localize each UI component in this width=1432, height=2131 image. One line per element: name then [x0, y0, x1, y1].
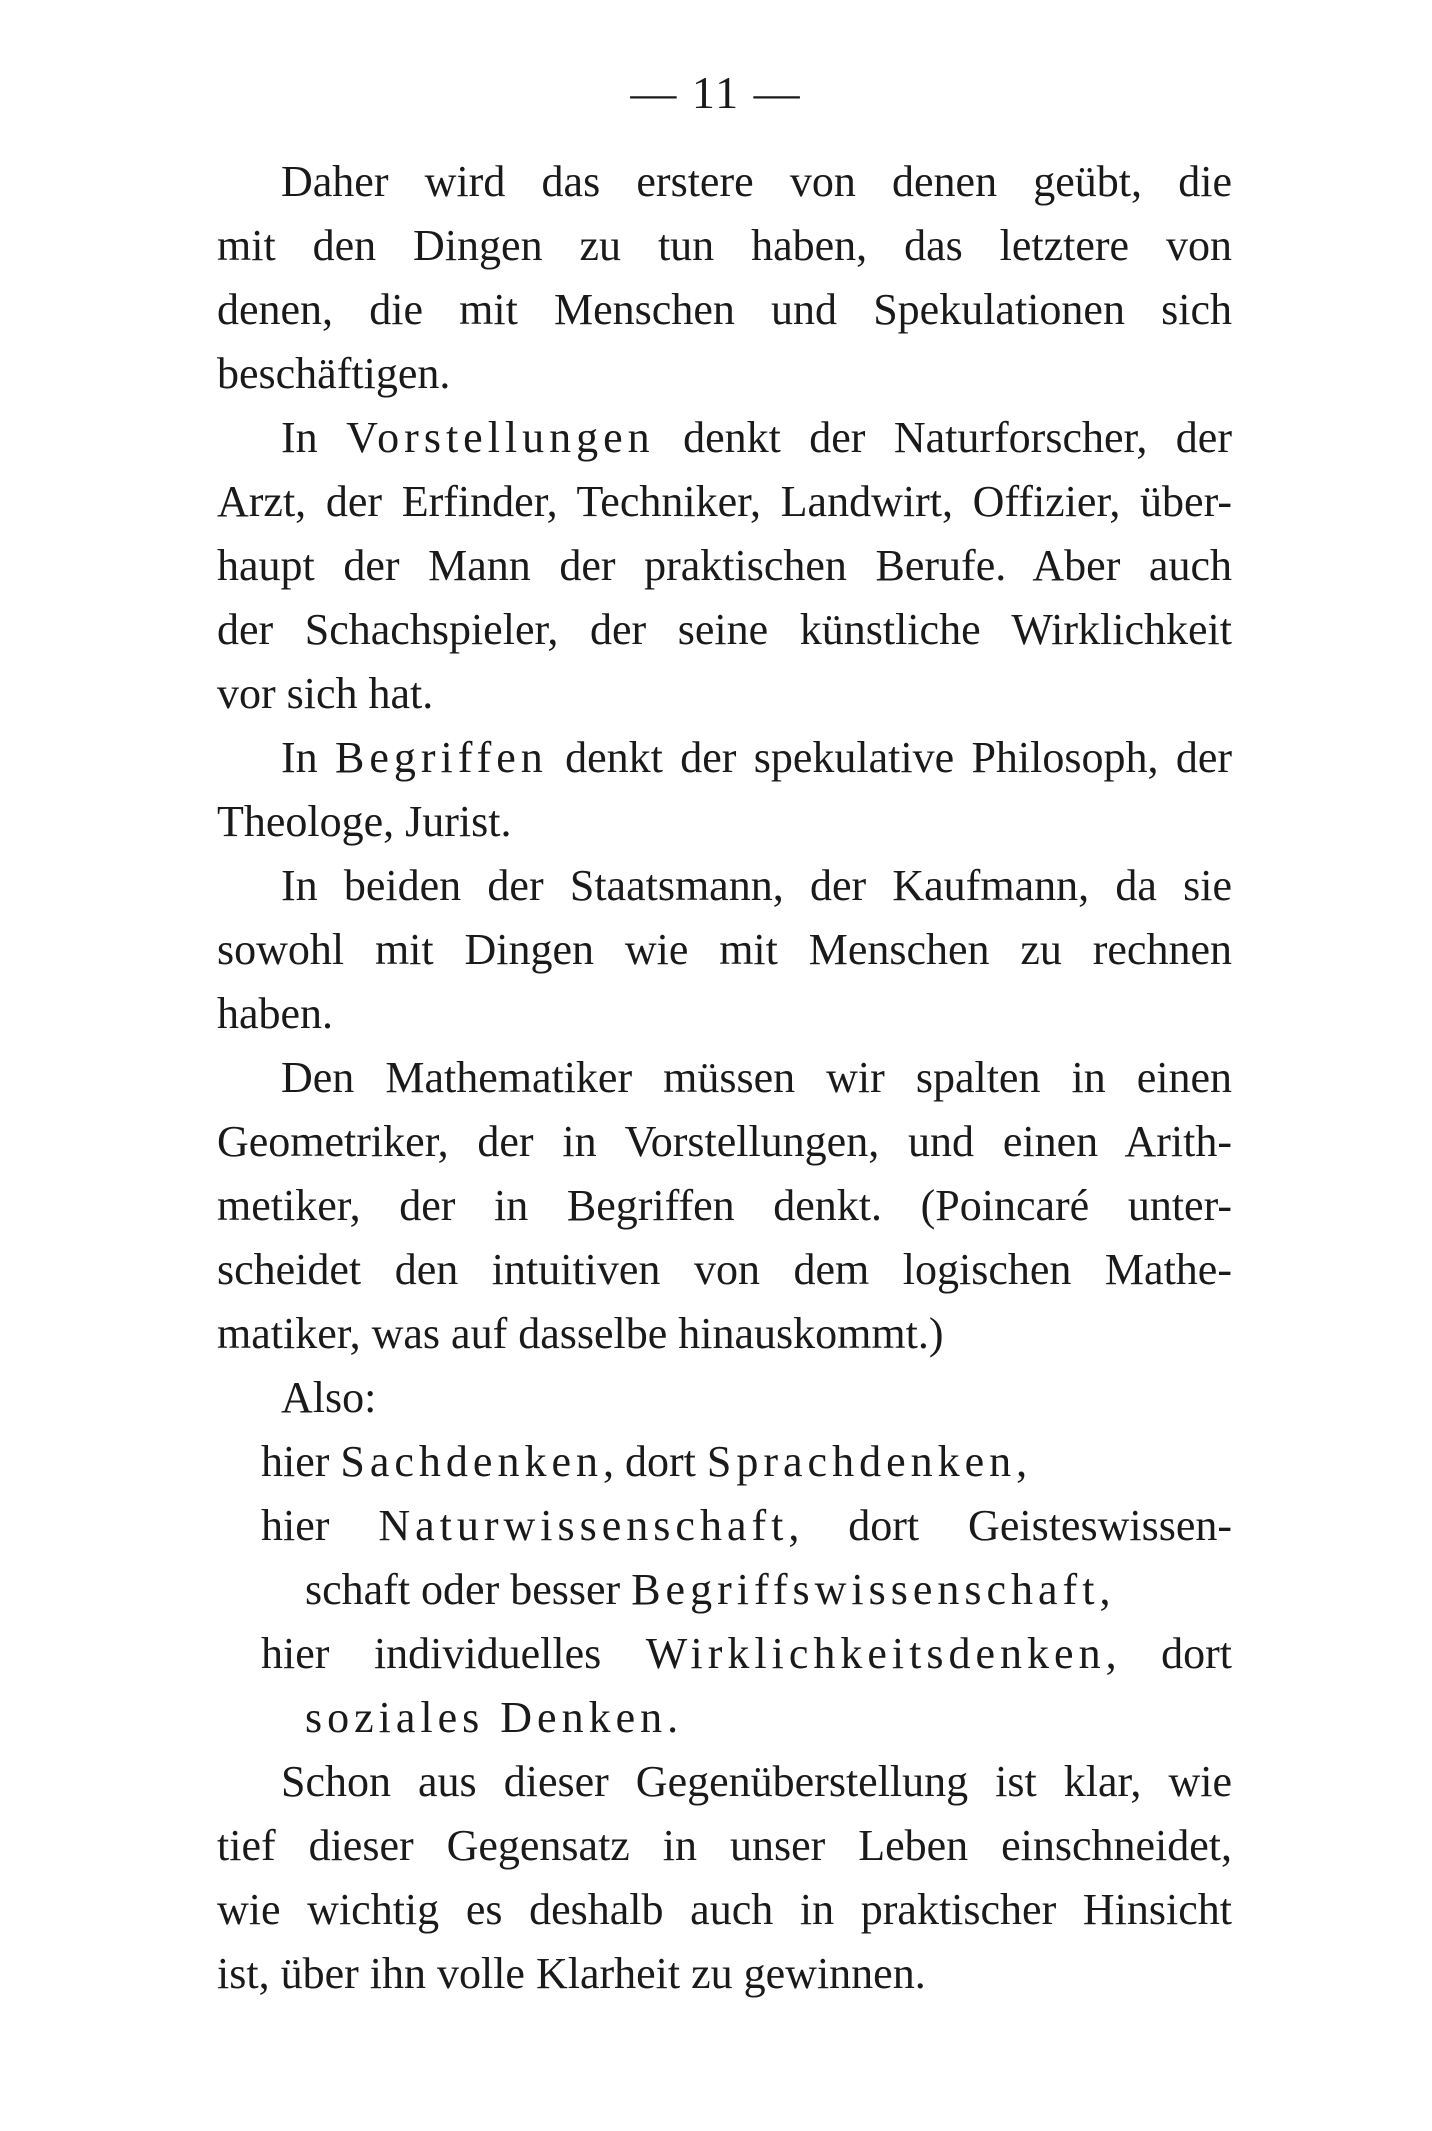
- list-item: [217, 1494, 1232, 1622]
- text-line: denen, die mit Menschen und Spekulationen sich: [217, 285, 1232, 334]
- text-span: schaft oder besser: [305, 1565, 632, 1614]
- text-line: haupt der Mann der praktischen Berufe. Aber auch: [217, 541, 1232, 590]
- text-line: tief dieser Gegensatz in unser Leben einschneidet,: [217, 1821, 1232, 1870]
- text-line: Geometriker, der in Vorstellungen, und einen Arith-: [217, 1117, 1232, 1166]
- list-item-continuation: soziales Denken.: [305, 1693, 684, 1742]
- text-span: ,: [1099, 1565, 1111, 1614]
- spaced-emphasis: Wirklichkeitsdenken: [645, 1629, 1106, 1678]
- paragraph-2: [217, 406, 1232, 726]
- paragraph-1: [217, 150, 1232, 406]
- text-line: Schon aus dieser Gegenüberstellung ist klar, wie: [281, 1757, 1232, 1806]
- text-line: [217, 726, 1232, 790]
- text-line: sowohl mit Dingen wie mit Menschen zu rechnen: [217, 925, 1232, 974]
- text-line: matiker, was auf dasselbe hinauskommt.): [217, 1309, 944, 1358]
- text-span: , dort: [603, 1437, 707, 1486]
- text-span: In: [281, 733, 335, 782]
- page-number: — 11 —: [630, 67, 802, 118]
- text-line: haben.: [217, 989, 334, 1038]
- text-line: [261, 1622, 1232, 1686]
- text-line: vor sich hat.: [217, 669, 434, 718]
- text-line: scheidet den intuitiven von dem logischen Mathe-: [217, 1245, 1232, 1294]
- spaced-emphasis: Begriffen: [335, 733, 548, 782]
- spaced-emphasis: Sprachdenken: [706, 1437, 1017, 1486]
- list-item-continuation: [261, 1558, 1232, 1622]
- text-line: In beiden der Staatsmann, der Kaufmann, da sie: [281, 861, 1232, 910]
- paragraph-4: [217, 854, 1232, 1046]
- text-line: wie wichtig es deshalb auch in praktischer Hinsicht: [217, 1885, 1232, 1934]
- spaced-emphasis: Begriffswissenschaft: [631, 1565, 1100, 1614]
- text-line: metiker, der in Begriffen denkt. (Poincaré unter-: [217, 1181, 1232, 1230]
- spaced-emphasis: Naturwissenschaft: [378, 1501, 789, 1550]
- text-line: Den Mathematiker müssen wir spalten in einen: [281, 1053, 1232, 1102]
- text-span: hier: [261, 1437, 341, 1486]
- text-span: denkt der spekulative Philosoph, der: [547, 733, 1233, 782]
- text-span: hier individuelles: [261, 1629, 646, 1678]
- text-span: denkt der Naturforscher, der: [654, 413, 1232, 462]
- text-span: ,: [1016, 1437, 1028, 1486]
- also-heading: Also:: [281, 1373, 377, 1422]
- contrast-list: [217, 1430, 1232, 1750]
- text-span: , dort Geisteswissen-: [788, 1501, 1233, 1550]
- list-item: [217, 1622, 1232, 1750]
- paragraph-3: [217, 726, 1232, 854]
- spaced-emphasis: Vorstellungen: [346, 413, 655, 462]
- spaced-emphasis: Sachdenken: [340, 1437, 603, 1486]
- text-span: In: [281, 413, 347, 462]
- paragraph-5: [217, 1046, 1232, 1366]
- text-line: der Schachspieler, der seine künstliche Wirklichkeit: [217, 605, 1232, 654]
- text-line: [261, 1494, 1232, 1558]
- text-line: [217, 406, 1232, 470]
- text-line: Daher wird das erstere von denen geübt, die: [281, 157, 1232, 206]
- paragraph-6: [217, 1750, 1232, 2006]
- text-span: , dort: [1105, 1629, 1232, 1678]
- text-line: Arzt, der Erfinder, Techniker, Landwirt, Offizier, über-: [217, 477, 1232, 526]
- text-line: mit den Dingen zu tun haben, das letztere von: [217, 221, 1232, 270]
- text-line: Theologe, Jurist.: [217, 797, 512, 846]
- list-item: [217, 1430, 1232, 1494]
- text-span: hier: [261, 1501, 379, 1550]
- text-line: ist, über ihn volle Klarheit zu gewinnen.: [217, 1949, 926, 1998]
- page-body: [217, 150, 1232, 2006]
- text-line: beschäftigen.: [217, 349, 451, 398]
